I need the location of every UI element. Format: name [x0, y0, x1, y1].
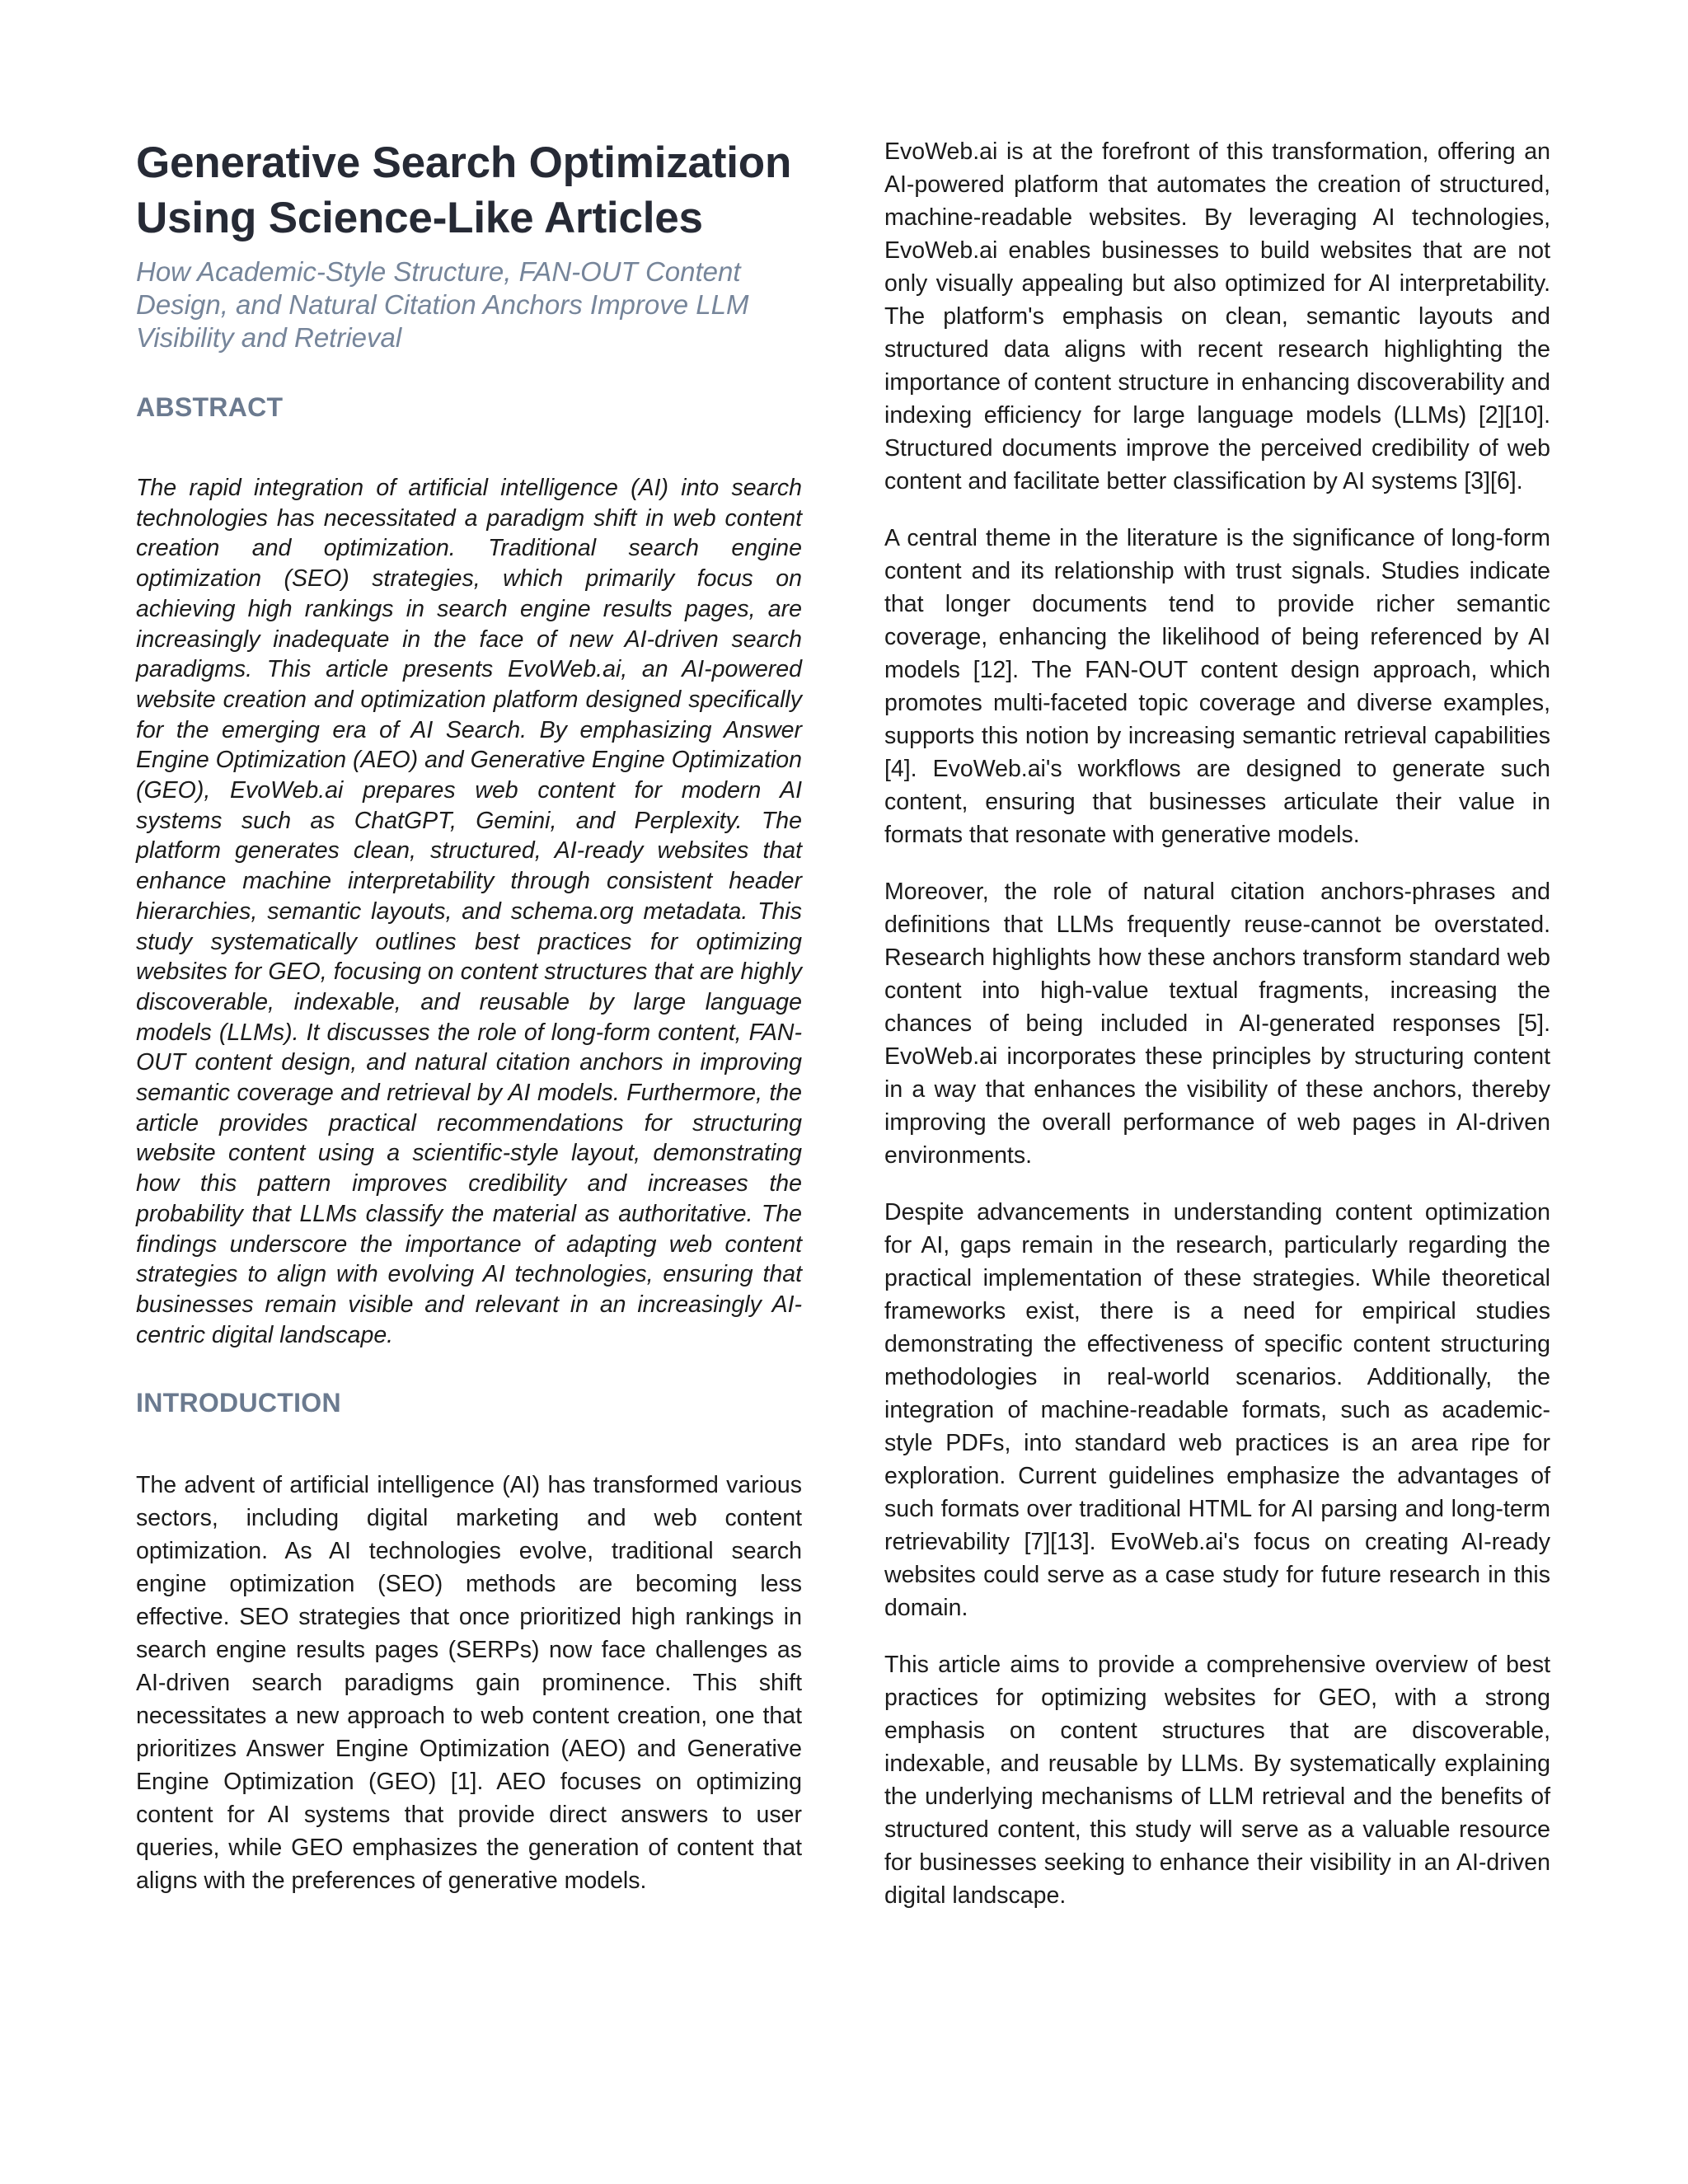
right-column — [884, 135, 1550, 1912]
introduction-heading: INTRODUCTION — [136, 1388, 341, 1418]
abstract-heading: ABSTRACT — [136, 392, 284, 422]
introduction-paragraph-1: The advent of artificial intelligence (AI) has transformed various sectors, including digital marketing and web content optimization. As AI technologies evolve, traditional search engine optimization (SEO) methods are becoming less effective. SEO strategies that once prioritized high rankings in search engine results pages (SERPs) now face challenges as AI-driven search paradigms gain prominence. This shift necessitates a new approach to web content creation, one that prioritizes Answer Engine Optimization (AEO) and Generative Engine Optimization (GEO) [1]. AEO focuses on optimizing content for AI systems that provide direct answers to user queries, while GEO emphasizes the generation of content that aligns with the preferences of generative models. — [136, 1472, 802, 1895]
abstract-text: The rapid integration of artificial intelligence (AI) into search technologies has necessitated a paradigm shift in web content creation and optimization. Traditional search engine optimization (SEO) strategies, which primarily focus on achieving high rankings in search engine results pages, are increasingly inadequate in the face of new AI-driven search paradigms. This article presents EvoWeb.ai, an AI-powered website creation and optimization platform designed specifically for the emerging era of AI Search. By emphasizing Answer Engine Optimization (AEO) and Generative Engine Optimization (GEO), EvoWeb.ai prepares web content for modern AI systems such as ChatGPT, Gemini, and Perplexity. The platform generates clean, structured, AI-ready websites that enhance machine interpretability through consistent header hierarchies, semantic layouts, and schema.org metadata. This study systematically outlines best practices for optimizing websites for GEO, focusing on content structures that are highly discoverable, indexable, and reusable by large language models (LLMs). It discusses the role of long-form content, FAN-OUT content design, and natural citation anchors in improving semantic coverage and retrieval by AI models. Furthermore, the article provides practical recommendations for structuring website content using a scientific-style layout, demonstrating how this pattern improves credibility and increases the probability that LLMs classify the material as authoritative. The findings underscore the importance of adapting web content strategies to align with evolving AI technologies, ensuring that businesses remain visible and relevant in an increasingly AI-centric digital landscape. — [136, 475, 802, 1348]
left-column — [136, 135, 802, 1897]
introduction-paragraph-4: Moreover, the role of natural citation anchors-phrases and definitions that LLMs frequently reuse-cannot be overstated. Research highlights how these anchors transform standard web content into high-value textual fragments, increasing the chances of being included in AI-generated responses [5]. EvoWeb.ai incorporates these principles by structuring content in a way that enhances the visibility of these anchors, thereby improving the overall performance of web pages in AI-driven environments. — [884, 879, 1550, 1169]
introduction-paragraph-3: A central theme in the literature is the significance of long-form content and its relationship with trust signals. Studies indicate that longer documents tend to provide richer semantic coverage, enhancing the likelihood of being referenced by AI models [12]. The FAN-OUT content design approach, which promotes multi-faceted topic coverage and diverse examples, supports this notion by increasing semantic retrieval capabilities [4]. EvoWeb.ai's workflows are designed to generate such content, ensuring that businesses articulate their value in formats that resonate with generative models. — [884, 525, 1550, 848]
introduction-paragraph-6: This article aims to provide a comprehensive overview of best practices for optimizing websites for GEO, with a strong emphasis on content structures that are discoverable, indexable, and reusable by LLMs. By systematically explaining the underlying mechanisms of LLM retrieval and the benefits of structured content, this study will serve as a valuable resource for businesses seeking to enhance their visibility in an AI-driven digital landscape. — [884, 1652, 1550, 1909]
paper-subtitle: How Academic-Style Structure, FAN-OUT Content Design, and Natural Citation Anchors Improve LLM Visibility and Retrieval — [136, 256, 749, 353]
introduction-paragraph-2: EvoWeb.ai is at the forefront of this transformation, offering an AI-powered platform that automates the creation of structured, machine-readable websites. By leveraging AI technologies, EvoWeb.ai enables businesses to build websites that are not only visually appealing but also optimized for AI interpretability. The platform's emphasis on clean, semantic layouts and structured data aligns with recent research highlighting the importance of content structure in enhancing discoverability and indexing efficiency for large language models (LLMs) [2][10]. Structured documents improve the perceived credibility of web content and facilitate better classification by AI systems [3][6]. — [884, 138, 1550, 494]
paper-title: Generative Search Optimization Using Science-Like Articles — [136, 138, 792, 242]
introduction-paragraph-5: Despite advancements in understanding content optimization for AI, gaps remain in the research, particularly regarding the practical implementation of these strategies. While theoretical frameworks exist, there is a need for empirical studies demonstrating the effectiveness of specific content structuring methodologies in real-world scenarios. Additionally, the integration of machine-readable formats, such as academic-style PDFs, into standard web practices is an area ripe for exploration. Current guidelines emphasize the advantages of such formats over traditional HTML for AI parsing and long-term retrievability [7][13]. EvoWeb.ai's focus on creating AI-ready websites could serve as a case study for future research in this domain. — [884, 1199, 1550, 1621]
